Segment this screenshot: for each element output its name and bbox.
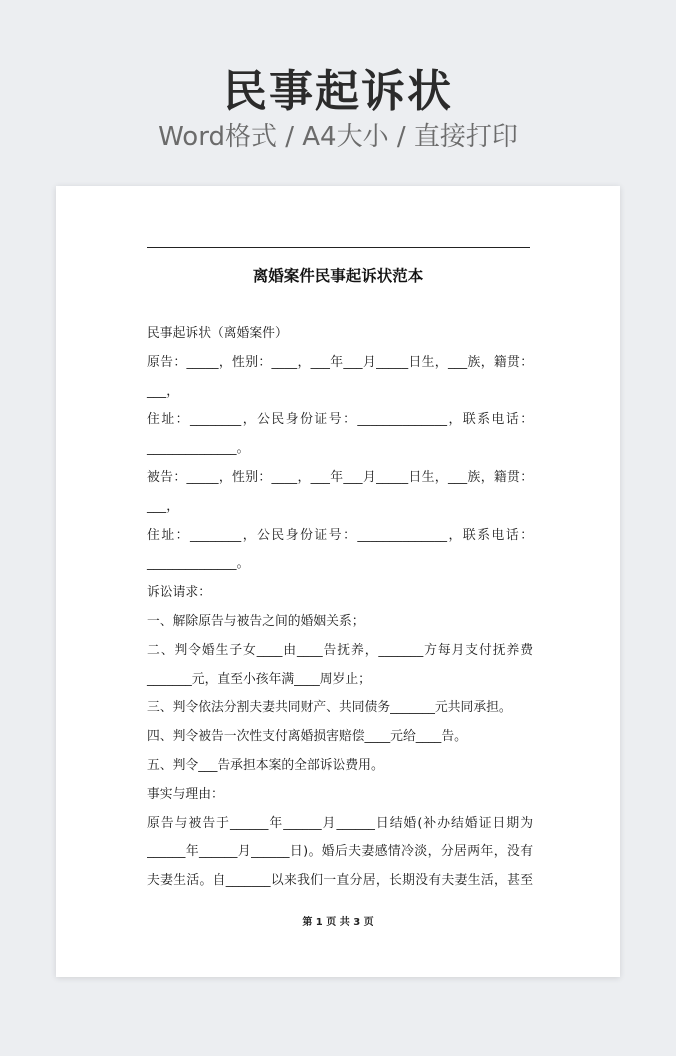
header-rule	[147, 247, 530, 248]
doc-line: 被告：_____，性别：____，___年___月_____日生，___族，籍贯：	[147, 469, 533, 485]
doc-line: 二、判令婚生子女____由____告抚养，_______方每月支付抚养费	[147, 642, 533, 658]
page-footer: 第 1 页 共 3 页	[302, 917, 374, 928]
document-title: 离婚案件民事起诉状范本	[252, 267, 424, 285]
doc-line: ______年______月______日)。婚后夫妻感情冷淡，分居两年，没有	[147, 844, 533, 860]
doc-line: ______________。	[147, 441, 250, 457]
doc-line: 民事起诉状（离婚案件）	[147, 326, 288, 341]
doc-line: 住址：________，公民身份证号：______________，联系电话：	[147, 412, 533, 428]
doc-line: 四、判令被告一次性支付离婚损害赔偿____元给____告。	[147, 729, 467, 745]
doc-line: 事实与理由：	[147, 786, 224, 802]
doc-line: 一、解除原告与被告之间的婚姻关系；	[147, 613, 365, 629]
banner-subtitle: Word格式 / A4大小 / 直接打印	[158, 122, 518, 152]
doc-line: 五、判令___告承担本案的全部诉讼费用。	[147, 757, 384, 773]
document-page	[56, 186, 620, 977]
doc-line: 住址：________，公民身份证号：______________，联系电话：	[147, 527, 533, 543]
doc-line: _______元，直至小孩年满____周岁止；	[147, 671, 371, 687]
doc-line: ___，	[147, 498, 179, 514]
banner-title: 民事起诉状	[223, 66, 453, 117]
doc-line: 诉讼请求：	[147, 585, 211, 601]
document-body	[147, 320, 533, 896]
doc-line: ___，	[147, 383, 179, 399]
doc-line: 夫妻生活。自_______以来我们一直分居，长期没有夫妻生活，甚至	[147, 873, 533, 889]
doc-line: 原告与被告于______年______月______日结婚(补办结婚证日期为	[147, 815, 533, 831]
doc-line: 原告：_____，性别：____，___年___月_____日生，___族，籍贯：	[147, 354, 533, 370]
doc-line: 三、判令依法分割夫妻共同财产、共同债务_______元共同承担。	[147, 700, 512, 716]
doc-line: ______________。	[147, 556, 250, 572]
